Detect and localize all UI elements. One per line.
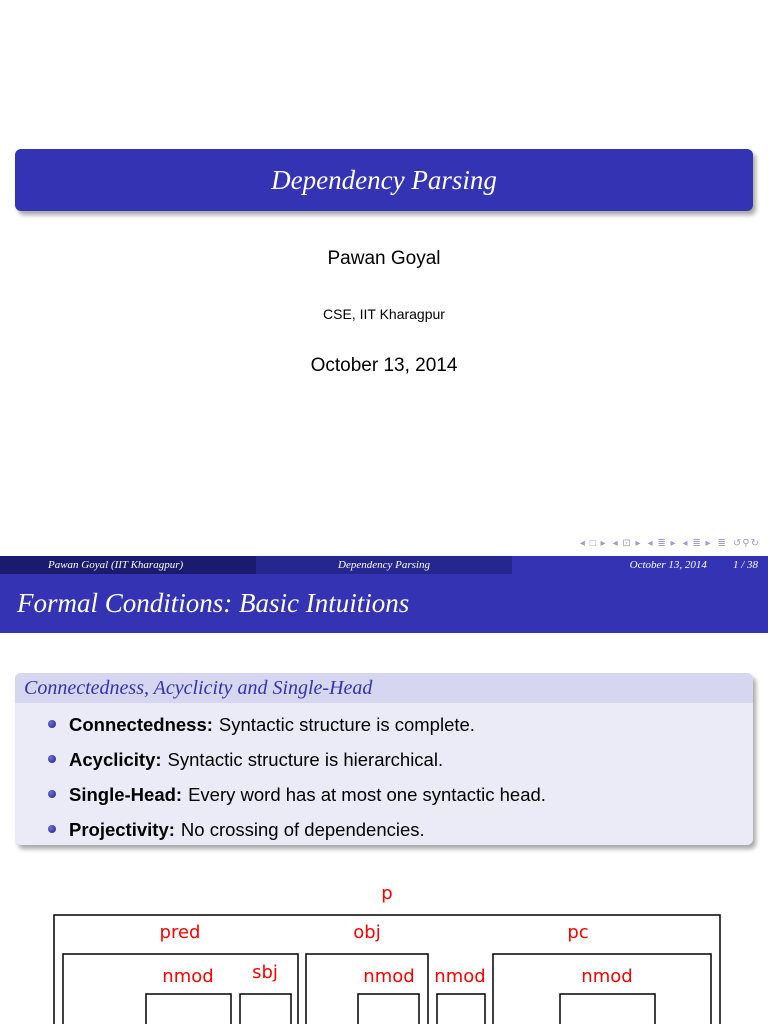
footer-title: Dependency Parsing [256, 556, 512, 574]
item-term: Projectivity: [69, 818, 175, 840]
box-nmod-3 [437, 994, 485, 1024]
definition-block [15, 673, 753, 845]
dependency-box-diagram [0, 870, 768, 1024]
item-text: Every word has at most one syntactic head. [188, 783, 546, 805]
block-title: Connectedness, Acyclicity and Single-Head [24, 676, 373, 699]
item-text: Syntactic structure is hierarchical. [167, 748, 444, 770]
presentation-date: October 13, 2014 [310, 355, 458, 376]
item-text: No crossing of dependencies. [180, 818, 425, 840]
box-nmod-1 [146, 994, 231, 1024]
list-item [15, 707, 753, 742]
label-obj: obj [353, 922, 381, 943]
title-banner [15, 149, 753, 211]
bullet-icon [48, 720, 56, 728]
bullet-icon [48, 755, 56, 763]
footer-bar [0, 556, 768, 574]
bullet-icon [48, 790, 56, 798]
nav-subsection-icon[interactable]: ◂ ⊡ ▸ [612, 538, 642, 549]
nav-section-prev-icon[interactable]: ◂ ≣ ▸ [647, 538, 677, 549]
list-item [15, 812, 753, 845]
item-text: Syntactic structure is complete. [218, 713, 475, 735]
label-nmod: nmod [363, 966, 415, 987]
footer-date: October 13, 2014 [629, 559, 707, 571]
nav-align-icon[interactable]: ≣ [717, 538, 727, 549]
box-pc [493, 954, 711, 1024]
box-nmod-2 [358, 994, 419, 1024]
nav-search-icon[interactable]: ↺⚲↻ [732, 538, 760, 549]
box-obj [306, 954, 428, 1024]
institute: CSE, IIT Kharagpur [323, 306, 445, 322]
block-header [15, 673, 753, 703]
list-item [15, 777, 753, 812]
block-body [15, 703, 753, 845]
box-nmod-4 [560, 994, 655, 1024]
label-pc: pc [567, 922, 589, 943]
author-name: Pawan Goyal [327, 248, 441, 269]
presentation-title: Dependency Parsing [271, 164, 497, 195]
bullet-icon [48, 825, 56, 833]
beamer-navigation [580, 538, 760, 549]
nav-frame-prev-icon[interactable]: ◂ □ ▸ [579, 538, 607, 549]
item-term: Single-Head: [69, 783, 183, 805]
item-term: Acyclicity: [69, 748, 162, 770]
frame-title: Formal Conditions: Basic Intuitions [17, 588, 410, 618]
label-pred: pred [159, 922, 201, 943]
footer-author: Pawan Goyal (IIT Kharagpur) [0, 556, 256, 574]
footer-page-number: 1 / 38 [732, 559, 758, 571]
label-nmod: nmod [162, 966, 214, 987]
nav-section-next-icon[interactable]: ◂ ≣ ▸ [682, 538, 712, 549]
label-nmod: nmod [434, 966, 486, 987]
label-nmod: nmod [581, 966, 633, 987]
label-sbj: sbj [252, 962, 278, 983]
list-item [15, 742, 753, 777]
item-term: Connectedness: [69, 713, 213, 735]
box-sbj [240, 994, 291, 1024]
label-p: p [381, 883, 393, 904]
footer-right [512, 556, 768, 574]
frame-title-bar [0, 574, 768, 633]
